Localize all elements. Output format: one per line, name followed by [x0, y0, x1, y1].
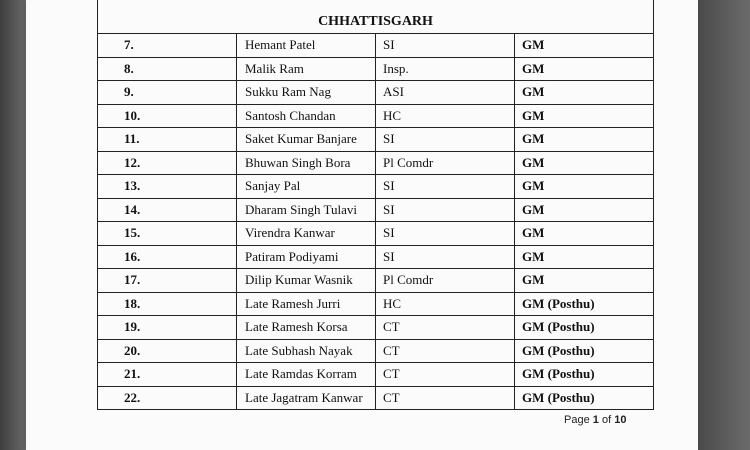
- row-rank: Insp.: [376, 57, 515, 81]
- row-name: Late Jagatram Kanwar: [237, 386, 376, 410]
- row-name: Late Ramesh Jurri: [237, 292, 376, 316]
- state-heading: CHHATTISGARH: [98, 0, 654, 34]
- row-number: 19.: [98, 316, 237, 340]
- row-award: GM (Posthu): [515, 292, 654, 316]
- row-rank: SI: [376, 245, 515, 269]
- row-number: 7.: [98, 34, 237, 58]
- row-rank: HC: [376, 104, 515, 128]
- row-number: 13.: [98, 175, 237, 199]
- table-row: [98, 292, 654, 316]
- row-number: 17.: [98, 269, 237, 293]
- row-rank: Pl Comdr: [376, 151, 515, 175]
- row-name: Patiram Podiyami: [237, 245, 376, 269]
- row-number: 20.: [98, 339, 237, 363]
- table-row: [98, 175, 654, 199]
- row-award: GM: [515, 175, 654, 199]
- current-page: 1: [592, 414, 599, 426]
- total-pages: 10: [614, 414, 627, 426]
- row-name: Santosh Chandan: [237, 104, 376, 128]
- row-award: GM: [515, 198, 654, 222]
- table-row: [98, 339, 654, 363]
- row-number: 15.: [98, 222, 237, 246]
- table-row: [98, 386, 654, 410]
- table-row: [98, 81, 654, 105]
- table-row: [98, 245, 654, 269]
- row-name: Malik Ram: [237, 57, 376, 81]
- row-award: GM (Posthu): [515, 316, 654, 340]
- row-award: GM: [515, 222, 654, 246]
- row-name: Virendra Kanwar: [237, 222, 376, 246]
- row-award: GM: [515, 104, 654, 128]
- state-heading-row: [98, 0, 654, 34]
- row-number: 11.: [98, 128, 237, 152]
- table-row: [98, 57, 654, 81]
- row-name: Bhuwan Singh Bora: [237, 151, 376, 175]
- row-award: GM: [515, 269, 654, 293]
- row-number: 21.: [98, 363, 237, 387]
- row-name: Hemant Patel: [237, 34, 376, 58]
- page-indicator: [564, 414, 626, 426]
- page-word: Page: [564, 414, 590, 426]
- row-rank: CT: [376, 316, 515, 340]
- table-row: [98, 151, 654, 175]
- table-row: [98, 104, 654, 128]
- row-award: GM (Posthu): [515, 386, 654, 410]
- row-rank: SI: [376, 198, 515, 222]
- row-number: 16.: [98, 245, 237, 269]
- row-name: Late Ramdas Korram: [237, 363, 376, 387]
- row-name: Late Subhash Nayak: [237, 339, 376, 363]
- row-name: Saket Kumar Banjare: [237, 128, 376, 152]
- row-rank: ASI: [376, 81, 515, 105]
- of-word: of: [601, 414, 612, 426]
- row-award: GM: [515, 151, 654, 175]
- row-award: GM (Posthu): [515, 339, 654, 363]
- row-number: 10.: [98, 104, 237, 128]
- row-name: Sanjay Pal: [237, 175, 376, 199]
- viewer-right-margin: [698, 0, 750, 450]
- row-rank: SI: [376, 175, 515, 199]
- row-name: Sukku Ram Nag: [237, 81, 376, 105]
- row-rank: SI: [376, 128, 515, 152]
- table-row: [98, 222, 654, 246]
- row-award: GM: [515, 81, 654, 105]
- row-rank: CT: [376, 339, 515, 363]
- row-award: GM: [515, 245, 654, 269]
- row-name: Late Ramesh Korsa: [237, 316, 376, 340]
- row-number: 22.: [98, 386, 237, 410]
- row-number: 8.: [98, 57, 237, 81]
- row-rank: CT: [376, 363, 515, 387]
- row-award: GM: [515, 34, 654, 58]
- row-number: 12.: [98, 151, 237, 175]
- row-award: GM (Posthu): [515, 363, 654, 387]
- row-name: Dilip Kumar Wasnik: [237, 269, 376, 293]
- table-row: [98, 363, 654, 387]
- table-row: [98, 128, 654, 152]
- row-rank: HC: [376, 292, 515, 316]
- row-number: 9.: [98, 81, 237, 105]
- row-rank: SI: [376, 34, 515, 58]
- table-row: [98, 316, 654, 340]
- awardees-table: [97, 0, 654, 410]
- row-number: 18.: [98, 292, 237, 316]
- row-rank: Pl Comdr: [376, 269, 515, 293]
- row-award: GM: [515, 57, 654, 81]
- row-name: Dharam Singh Tulavi: [237, 198, 376, 222]
- table-row: [98, 269, 654, 293]
- table-row: [98, 34, 654, 58]
- table-row: [98, 198, 654, 222]
- row-award: GM: [515, 128, 654, 152]
- row-rank: SI: [376, 222, 515, 246]
- row-rank: CT: [376, 386, 515, 410]
- document-page: [26, 0, 698, 450]
- viewer-left-margin: [0, 0, 26, 450]
- row-number: 14.: [98, 198, 237, 222]
